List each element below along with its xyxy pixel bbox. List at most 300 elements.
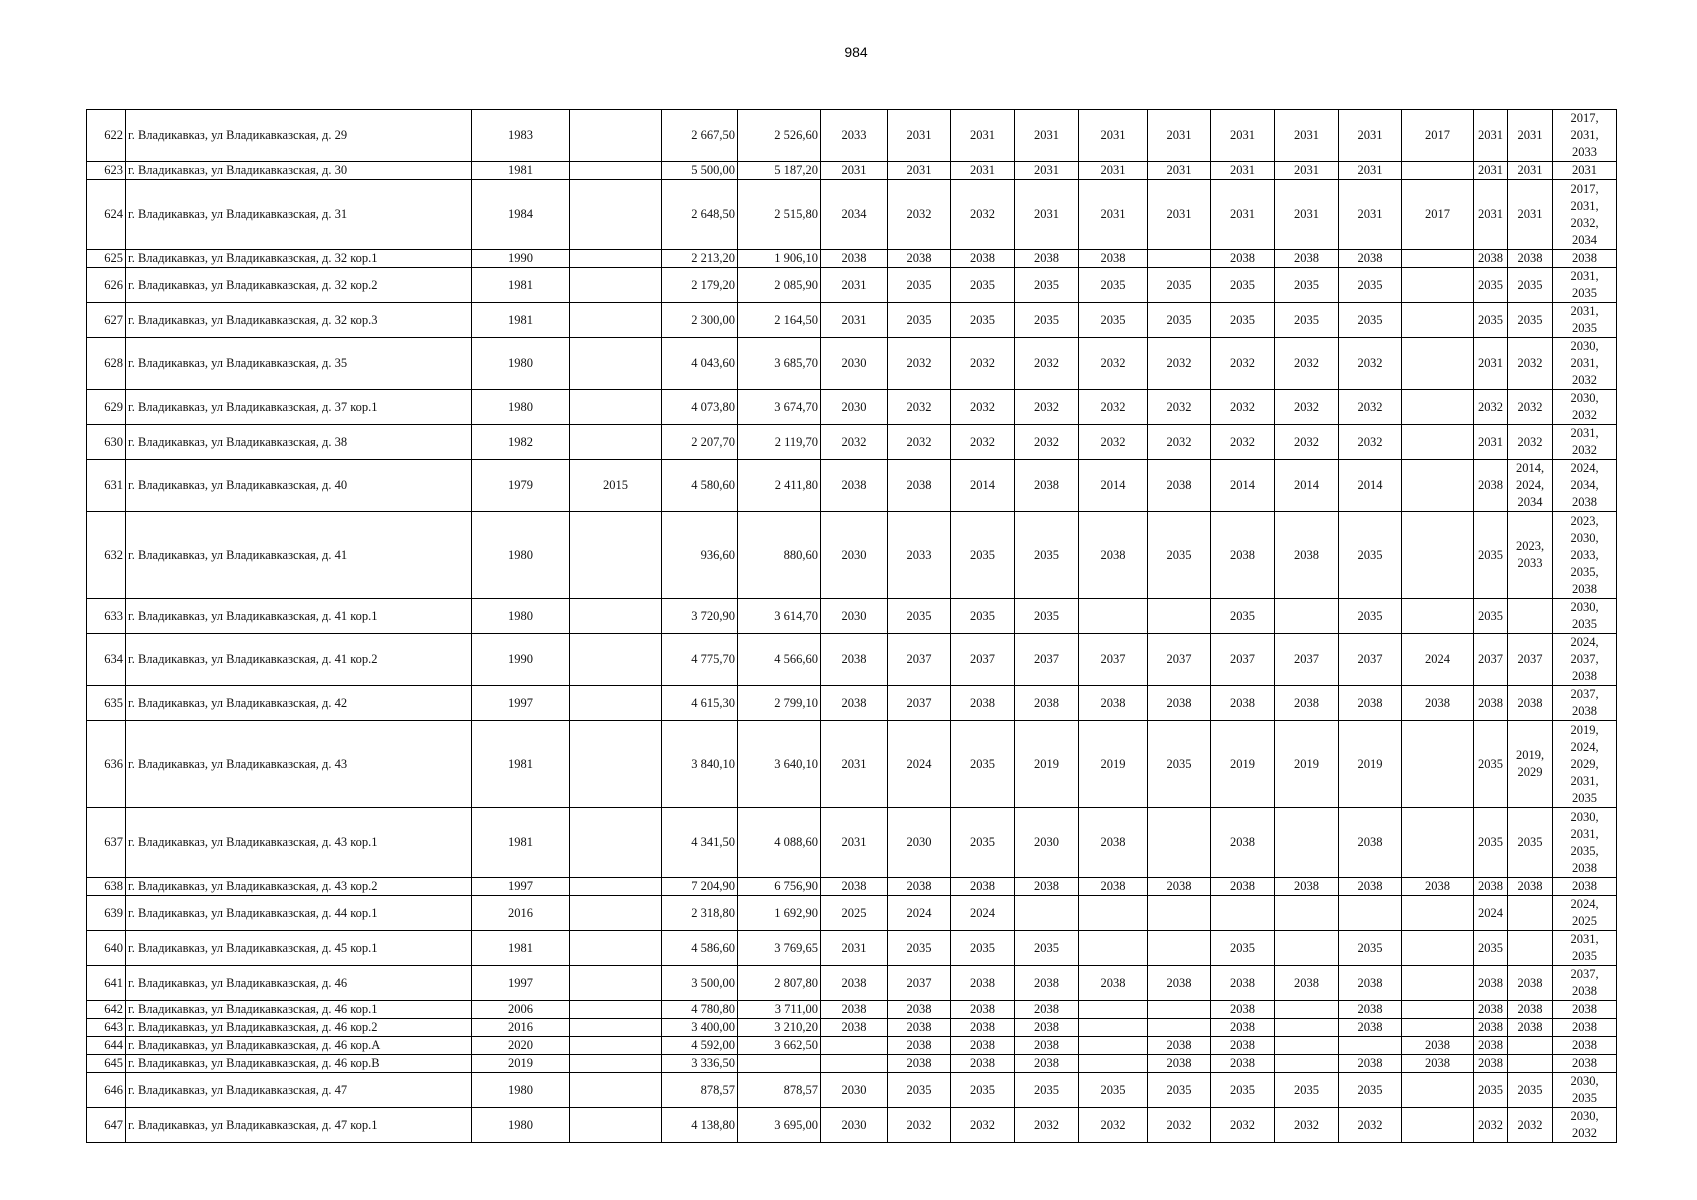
total-area-cell: 3 720,90 [662, 599, 738, 634]
repair-year-cell: 2035 [1275, 303, 1339, 338]
repair-year-cell: 2031 [1474, 425, 1508, 460]
address-cell: г. Владикавказ, ул Владикавказская, д. 32 кор.2 [126, 268, 472, 303]
address-cell: г. Владикавказ, ул Владикавказская, д. 43 кор.2 [126, 878, 472, 896]
total-area-cell: 2 667,50 [662, 110, 738, 162]
repair-year-cell: 2030, 2031, 2032 [1553, 338, 1617, 390]
address-cell: г. Владикавказ, ул Владикавказская, д. 45 кор.1 [126, 931, 472, 966]
repair-year-cell: 2032 [1079, 338, 1148, 390]
year-built-cell: 2020 [472, 1037, 570, 1055]
repair-year-cell: 2019, 2024, 2029, 2031, 2035 [1553, 721, 1617, 808]
year-cell [570, 808, 662, 878]
repair-year-cell: 2035 [1148, 303, 1211, 338]
living-area-cell: 3 695,00 [738, 1108, 821, 1143]
repair-year-cell: 2038 [1148, 686, 1211, 721]
repair-year-cell: 2035 [1015, 599, 1079, 634]
year-built-cell: 1981 [472, 162, 570, 180]
repair-year-cell: 2035 [1275, 268, 1339, 303]
repair-year-cell: 2038 [1339, 1001, 1402, 1019]
total-area-cell: 4 586,60 [662, 931, 738, 966]
repair-year-cell: 2038 [1508, 250, 1553, 268]
repair-year-cell: 2031 [1508, 162, 1553, 180]
repair-year-cell [1275, 1019, 1339, 1037]
repair-year-cell: 2031 [1148, 162, 1211, 180]
year-cell [570, 250, 662, 268]
row-number: 635 [87, 686, 126, 721]
year-built-cell: 1997 [472, 686, 570, 721]
table-row [87, 808, 1617, 878]
row-number: 644 [87, 1037, 126, 1055]
table-row [87, 599, 1617, 634]
repair-year-cell: 2035 [1474, 268, 1508, 303]
repair-year-cell [1275, 1001, 1339, 1019]
address-cell: г. Владикавказ, ул Владикавказская, д. 32 кор.1 [126, 250, 472, 268]
year-cell [570, 268, 662, 303]
housing-repair-schedule-table [86, 109, 1617, 1143]
address-cell: г. Владикавказ, ул Владикавказская, д. 46 кор.В [126, 1055, 472, 1073]
repair-year-cell: 2038 [1553, 1001, 1617, 1019]
address-cell: г. Владикавказ, ул Владикавказская, д. 46 кор.А [126, 1037, 472, 1055]
repair-year-cell: 2024 [951, 896, 1015, 931]
repair-year-cell: 2031 [951, 110, 1015, 162]
repair-year-cell: 2031 [821, 162, 888, 180]
repair-year-cell: 2038 [1339, 250, 1402, 268]
total-area-cell: 7 204,90 [662, 878, 738, 896]
living-area-cell: 2 799,10 [738, 686, 821, 721]
repair-year-cell: 2031 [888, 110, 951, 162]
repair-year-cell: 2037 [1339, 634, 1402, 686]
repair-year-cell: 2032 [1148, 425, 1211, 460]
table-row [87, 250, 1617, 268]
repair-year-cell: 2035 [1148, 1073, 1211, 1108]
repair-year-cell: 2035 [951, 721, 1015, 808]
repair-year-cell: 2031 [821, 268, 888, 303]
table-row [87, 390, 1617, 425]
repair-year-cell: 2038 [1474, 966, 1508, 1001]
year-cell [570, 1073, 662, 1108]
living-area-cell: 4 566,60 [738, 634, 821, 686]
repair-year-cell: 2038 [1508, 1019, 1553, 1037]
repair-year-cell: 2032 [1339, 1108, 1402, 1143]
table-row [87, 110, 1617, 162]
year-built-cell: 1980 [472, 512, 570, 599]
repair-year-cell: 2030 [821, 512, 888, 599]
year-cell [570, 931, 662, 966]
repair-year-cell: 2037 [888, 686, 951, 721]
row-number: 631 [87, 460, 126, 512]
year-cell [570, 425, 662, 460]
repair-year-cell: 2038 [1015, 1019, 1079, 1037]
repair-year-cell: 2038 [1015, 686, 1079, 721]
repair-year-cell: 2035 [1275, 1073, 1339, 1108]
repair-year-cell: 2038 [1402, 1055, 1474, 1073]
repair-year-cell [1402, 966, 1474, 1001]
repair-year-cell: 2031 [821, 808, 888, 878]
repair-year-cell: 2031, 2035 [1553, 931, 1617, 966]
total-area-cell: 2 648,50 [662, 180, 738, 250]
repair-year-cell: 2031 [1079, 162, 1148, 180]
row-number: 626 [87, 268, 126, 303]
repair-year-cell: 2031 [821, 931, 888, 966]
repair-year-cell: 2035 [1211, 599, 1275, 634]
table-row [87, 460, 1617, 512]
row-number: 623 [87, 162, 126, 180]
repair-year-cell: 2035 [888, 931, 951, 966]
repair-year-cell [1079, 931, 1148, 966]
repair-year-cell: 2034 [821, 180, 888, 250]
repair-year-cell [1402, 1019, 1474, 1037]
repair-year-cell: 2031 [1339, 110, 1402, 162]
row-number: 637 [87, 808, 126, 878]
repair-year-cell: 2038 [1211, 878, 1275, 896]
year-built-cell: 1990 [472, 250, 570, 268]
living-area-cell: 2 085,90 [738, 268, 821, 303]
repair-year-cell [1148, 250, 1211, 268]
year-cell [570, 721, 662, 808]
repair-year-cell: 2035 [1339, 599, 1402, 634]
address-cell: г. Владикавказ, ул Владикавказская, д. 31 [126, 180, 472, 250]
total-area-cell: 4 580,60 [662, 460, 738, 512]
repair-year-cell: 2038 [1148, 878, 1211, 896]
repair-year-cell: 2032 [951, 1108, 1015, 1143]
repair-year-cell: 2030 [821, 599, 888, 634]
total-area-cell: 4 615,30 [662, 686, 738, 721]
repair-year-cell: 2032 [1079, 425, 1148, 460]
repair-year-cell: 2031 [1079, 110, 1148, 162]
repair-year-cell: 2038 [951, 966, 1015, 1001]
repair-year-cell: 2030, 2032 [1553, 390, 1617, 425]
repair-year-cell [1402, 896, 1474, 931]
repair-year-cell: 2038 [1508, 1001, 1553, 1019]
repair-year-cell: 2031 [1474, 110, 1508, 162]
living-area-cell: 1 692,90 [738, 896, 821, 931]
repair-year-cell: 2035 [951, 808, 1015, 878]
repair-year-cell [1148, 599, 1211, 634]
year-built-cell: 1997 [472, 966, 570, 1001]
repair-year-cell: 2035 [1211, 1073, 1275, 1108]
repair-year-cell [821, 1055, 888, 1073]
table-row [87, 1037, 1617, 1055]
repair-year-cell: 2031 [1275, 110, 1339, 162]
repair-year-cell: 2031 [1211, 180, 1275, 250]
address-cell: г. Владикавказ, ул Владикавказская, д. 46 кор.1 [126, 1001, 472, 1019]
year-built-cell: 1980 [472, 390, 570, 425]
repair-year-cell: 2032 [1508, 390, 1553, 425]
repair-year-cell: 2038 [1148, 1037, 1211, 1055]
table-row [87, 896, 1617, 931]
repair-year-cell [1079, 1055, 1148, 1073]
repair-year-cell [1402, 1001, 1474, 1019]
table-row [87, 931, 1617, 966]
repair-year-cell: 2031 [821, 303, 888, 338]
table-row [87, 303, 1617, 338]
repair-year-cell: 2032 [888, 425, 951, 460]
repair-year-cell: 2032 [888, 390, 951, 425]
living-area-cell: 5 187,20 [738, 162, 821, 180]
table-row [87, 1001, 1617, 1019]
repair-year-cell: 2035 [1079, 1073, 1148, 1108]
repair-year-cell [1508, 1055, 1553, 1073]
repair-year-cell: 2037 [1508, 634, 1553, 686]
repair-year-cell [1079, 1037, 1148, 1055]
repair-year-cell: 2032 [1508, 1108, 1553, 1143]
repair-year-cell: 2037 [1148, 634, 1211, 686]
address-cell: г. Владикавказ, ул Владикавказская, д. 38 [126, 425, 472, 460]
repair-year-cell: 2032 [1148, 1108, 1211, 1143]
repair-year-cell: 2030, 2035 [1553, 599, 1617, 634]
repair-year-cell: 2038 [1474, 460, 1508, 512]
repair-year-cell: 2017 [1402, 110, 1474, 162]
repair-year-cell: 2035 [1339, 303, 1402, 338]
repair-year-cell: 2014 [1211, 460, 1275, 512]
repair-year-cell: 2035 [1474, 721, 1508, 808]
total-area-cell: 4 775,70 [662, 634, 738, 686]
repair-year-cell: 2035 [1211, 303, 1275, 338]
table-row [87, 1019, 1617, 1037]
repair-year-cell: 2032 [1211, 425, 1275, 460]
table-row [87, 338, 1617, 390]
repair-year-cell: 2038 [951, 1055, 1015, 1073]
repair-year-cell: 2031 [888, 162, 951, 180]
repair-year-cell: 2035 [1339, 931, 1402, 966]
repair-year-cell: 2035 [951, 1073, 1015, 1108]
repair-year-cell: 2035 [1211, 268, 1275, 303]
repair-year-cell [1402, 808, 1474, 878]
repair-year-cell [1148, 1001, 1211, 1019]
repair-year-cell: 2038 [1339, 1055, 1402, 1073]
repair-year-cell: 2033 [821, 110, 888, 162]
year-cell [570, 303, 662, 338]
repair-year-cell: 2017, 2031, 2032, 2034 [1553, 180, 1617, 250]
repair-year-cell: 2038 [1015, 1037, 1079, 1055]
repair-year-cell: 2031 [821, 721, 888, 808]
repair-year-cell: 2038 [1148, 966, 1211, 1001]
table-row [87, 425, 1617, 460]
repair-year-cell: 2038 [821, 250, 888, 268]
repair-year-cell: 2038 [1474, 1037, 1508, 1055]
year-cell [570, 1055, 662, 1073]
repair-year-cell: 2038 [821, 1019, 888, 1037]
row-number: 622 [87, 110, 126, 162]
repair-year-cell: 2038 [1211, 250, 1275, 268]
total-area-cell: 2 300,00 [662, 303, 738, 338]
repair-year-cell: 2038 [1402, 878, 1474, 896]
repair-year-cell [1402, 721, 1474, 808]
repair-year-cell: 2037 [951, 634, 1015, 686]
repair-year-cell: 2038 [1339, 878, 1402, 896]
repair-year-cell: 2032 [1015, 338, 1079, 390]
repair-year-cell: 2038 [1339, 1019, 1402, 1037]
repair-year-cell: 2014 [1339, 460, 1402, 512]
repair-year-cell [1508, 931, 1553, 966]
year-built-cell: 1980 [472, 1108, 570, 1143]
year-cell [570, 1108, 662, 1143]
repair-year-cell: 2030, 2032 [1553, 1108, 1617, 1143]
address-cell: г. Владикавказ, ул Владикавказская, д. 29 [126, 110, 472, 162]
repair-year-cell: 2038 [1211, 1055, 1275, 1073]
repair-year-cell: 2030, 2035 [1553, 1073, 1617, 1108]
repair-year-cell: 2030 [888, 808, 951, 878]
living-area-cell: 2 119,70 [738, 425, 821, 460]
total-area-cell: 936,60 [662, 512, 738, 599]
repair-year-cell: 2032 [1211, 1108, 1275, 1143]
row-number: 632 [87, 512, 126, 599]
repair-year-cell: 2038 [821, 966, 888, 1001]
repair-year-cell: 2038 [1148, 1055, 1211, 1073]
address-cell: г. Владикавказ, ул Владикавказская, д. 40 [126, 460, 472, 512]
table-row [87, 268, 1617, 303]
address-cell: г. Владикавказ, ул Владикавказская, д. 41 кор.1 [126, 599, 472, 634]
repair-year-cell: 2024, 2025 [1553, 896, 1617, 931]
total-area-cell: 4 592,00 [662, 1037, 738, 1055]
repair-year-cell: 2038 [1079, 878, 1148, 896]
repair-year-cell [1402, 425, 1474, 460]
year-cell [570, 1019, 662, 1037]
address-cell: г. Владикавказ, ул Владикавказская, д. 47 [126, 1073, 472, 1108]
repair-year-cell: 2035 [1148, 268, 1211, 303]
repair-year-cell: 2037 [1015, 634, 1079, 686]
living-area-cell: 2 515,80 [738, 180, 821, 250]
table-row [87, 966, 1617, 1001]
repair-year-cell: 2032 [1015, 425, 1079, 460]
repair-year-cell: 2019, 2029 [1508, 721, 1553, 808]
living-area-cell: 2 526,60 [738, 110, 821, 162]
repair-year-cell: 2032 [1339, 338, 1402, 390]
repair-year-cell: 2035 [1474, 303, 1508, 338]
repair-year-cell: 2038 [888, 1019, 951, 1037]
living-area-cell: 3 769,65 [738, 931, 821, 966]
row-number: 636 [87, 721, 126, 808]
repair-year-cell: 2038 [821, 460, 888, 512]
repair-year-cell: 2038 [951, 1001, 1015, 1019]
repair-year-cell: 2035 [951, 931, 1015, 966]
table-row [87, 180, 1617, 250]
address-cell: г. Владикавказ, ул Владикавказская, д. 46 [126, 966, 472, 1001]
repair-year-cell: 2035 [888, 268, 951, 303]
repair-year-cell: 2023, 2030, 2033, 2035, 2038 [1553, 512, 1617, 599]
repair-year-cell: 2038 [1508, 878, 1553, 896]
repair-year-cell: 2014 [1275, 460, 1339, 512]
repair-year-cell: 2032 [1275, 390, 1339, 425]
year-built-cell: 1981 [472, 808, 570, 878]
repair-year-cell: 2031 [1015, 162, 1079, 180]
repair-year-cell [1402, 931, 1474, 966]
repair-year-cell: 2017, 2031, 2033 [1553, 110, 1617, 162]
repair-year-cell: 2030, 2031, 2035, 2038 [1553, 808, 1617, 878]
repair-year-cell [1402, 390, 1474, 425]
repair-year-cell: 2038 [821, 1001, 888, 1019]
repair-year-cell: 2031 [1148, 110, 1211, 162]
repair-year-cell: 2024 [1474, 896, 1508, 931]
address-cell: г. Владикавказ, ул Владикавказская, д. 41 [126, 512, 472, 599]
repair-year-cell: 2031 [1211, 162, 1275, 180]
living-area-cell: 3 640,10 [738, 721, 821, 808]
repair-year-cell: 2038 [1402, 686, 1474, 721]
row-number: 630 [87, 425, 126, 460]
repair-year-cell [1402, 1108, 1474, 1143]
year-built-cell: 1984 [472, 180, 570, 250]
repair-year-cell [821, 1037, 888, 1055]
repair-year-cell: 2031, 2035 [1553, 303, 1617, 338]
repair-year-cell [1402, 512, 1474, 599]
repair-year-cell: 2037 [888, 966, 951, 1001]
repair-year-cell: 2038 [1079, 686, 1148, 721]
repair-year-cell: 2038 [1015, 966, 1079, 1001]
year-built-cell: 1979 [472, 460, 570, 512]
repair-year-cell: 2035 [1508, 303, 1553, 338]
repair-year-cell: 2038 [1339, 966, 1402, 1001]
living-area-cell: 3 685,70 [738, 338, 821, 390]
repair-year-cell: 2038 [1553, 1019, 1617, 1037]
address-cell: г. Владикавказ, ул Владикавказская, д. 37 кор.1 [126, 390, 472, 425]
repair-year-cell: 2038 [1339, 686, 1402, 721]
repair-year-cell: 2038 [1275, 966, 1339, 1001]
repair-year-cell: 2035 [1015, 1073, 1079, 1108]
table-row [87, 721, 1617, 808]
repair-year-cell: 2024, 2034, 2038 [1553, 460, 1617, 512]
table-body [87, 110, 1617, 1143]
repair-year-cell: 2031 [1474, 162, 1508, 180]
repair-year-cell: 2038 [1015, 250, 1079, 268]
repair-year-cell: 2024 [888, 896, 951, 931]
repair-year-cell: 2032 [951, 390, 1015, 425]
repair-year-cell: 2032 [1079, 390, 1148, 425]
repair-year-cell: 2035 [951, 268, 1015, 303]
repair-year-cell: 2014 [1079, 460, 1148, 512]
repair-year-cell [1148, 896, 1211, 931]
repair-year-cell [1508, 896, 1553, 931]
year-built-cell: 1982 [472, 425, 570, 460]
living-area-cell: 2 164,50 [738, 303, 821, 338]
repair-year-cell [1402, 599, 1474, 634]
repair-year-cell: 2031 [1553, 162, 1617, 180]
row-number: 642 [87, 1001, 126, 1019]
total-area-cell: 3 336,50 [662, 1055, 738, 1073]
address-cell: г. Владикавказ, ул Владикавказская, д. 47 кор.1 [126, 1108, 472, 1143]
repair-year-cell: 2032 [1474, 390, 1508, 425]
year-cell [570, 1001, 662, 1019]
repair-year-cell: 2038 [1508, 966, 1553, 1001]
repair-year-cell [1402, 162, 1474, 180]
repair-year-cell: 2023, 2033 [1508, 512, 1553, 599]
address-cell: г. Владикавказ, ул Владикавказская, д. 44 кор.1 [126, 896, 472, 931]
repair-year-cell: 2019 [1211, 721, 1275, 808]
repair-year-cell: 2038 [1211, 686, 1275, 721]
repair-year-cell: 2035 [1474, 599, 1508, 634]
repair-year-cell: 2038 [951, 1019, 1015, 1037]
repair-year-cell [1079, 1019, 1148, 1037]
year-cell [570, 896, 662, 931]
total-area-cell: 4 073,80 [662, 390, 738, 425]
repair-year-cell [1275, 1037, 1339, 1055]
repair-year-cell: 2038 [1211, 966, 1275, 1001]
repair-year-cell: 2038 [1079, 512, 1148, 599]
living-area-cell: 6 756,90 [738, 878, 821, 896]
row-number: 625 [87, 250, 126, 268]
repair-year-cell: 2038 [1079, 808, 1148, 878]
repair-year-cell [1402, 338, 1474, 390]
row-number: 628 [87, 338, 126, 390]
repair-year-cell: 2035 [951, 599, 1015, 634]
repair-year-cell [1402, 303, 1474, 338]
repair-year-cell: 2031 [1339, 180, 1402, 250]
repair-year-cell: 2019 [1275, 721, 1339, 808]
repair-year-cell: 2035 [951, 512, 1015, 599]
year-built-cell: 1980 [472, 1073, 570, 1108]
table-row [87, 1073, 1617, 1108]
repair-year-cell: 2031, 2032 [1553, 425, 1617, 460]
repair-year-cell: 2014 [951, 460, 1015, 512]
repair-year-cell: 2038 [951, 1037, 1015, 1055]
